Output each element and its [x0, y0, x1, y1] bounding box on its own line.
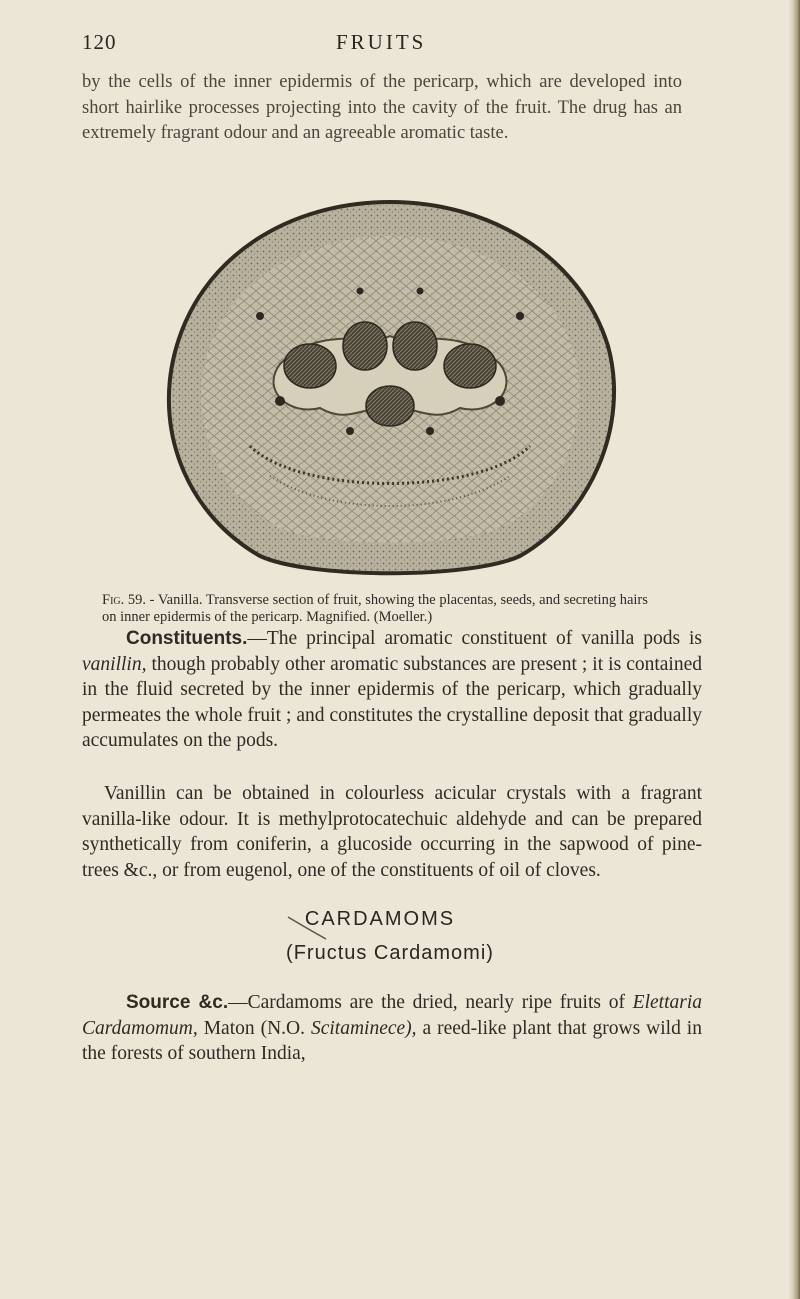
page-number: 120 — [82, 30, 117, 54]
constituents-heading: Constituents. — [126, 628, 248, 649]
vanillin-paragraph: Vanillin can be obtained in colourless acicular crystals with a fragrant vanilla-like odour. It is methylprotocatechuic aldehyde and can be prepared synthetically from coniferin, a glucoside occurring in the sapwood of pine-trees &c., or from eugenol, one of the constituents of oil of cloves. — [82, 783, 702, 881]
section-title: CARDAMOMS — [304, 908, 456, 930]
constituents-text-a: —The principal aromatic constituent of vanilla pods is — [247, 628, 702, 649]
source-text-a: —Cardamoms are the dried, nearly ripe fruits of — [228, 992, 633, 1013]
vanillin-term: vanillin, — [82, 653, 147, 675]
running-head: FRUITS — [336, 30, 427, 54]
vanilla-cross-section-figure — [160, 196, 620, 581]
page-header — [82, 30, 702, 54]
species-name: Elettaria Cardamomum, — [82, 992, 702, 1039]
constituents-paragraph — [82, 626, 702, 754]
page-edge — [788, 0, 800, 1299]
intro-paragraph: by the cells of the inner epidermis of the pericarp, which are developed into short hairlike processes projecting into the cavity of the fruit. The drug has an extremely fragrant odour and an agreeable aromatic taste. — [82, 72, 682, 143]
figure-caption — [102, 592, 650, 626]
constituents-text-b: though probably other aromatic substances are present ; it is contained in the fluid secreted by the inner epidermis of the pericarp, which gradually permeates the whole fruit ; and constitutes the crystalline deposit that gradually accumulates on the pods. — [82, 653, 702, 751]
source-paragraph — [82, 990, 702, 1067]
order-name: Scitaminece), — [310, 1017, 417, 1039]
source-heading: Source &c. — [126, 992, 229, 1013]
source-text-c: a reed-like plant that grows wild in the forests of southern India, — [82, 1017, 702, 1064]
source-text-b: Maton (N.O. — [197, 1017, 311, 1039]
section-subtitle: (Fructus Cardamomi) — [286, 942, 494, 964]
figure-label: Fig. 59. — [102, 592, 146, 608]
figure-caption-text: - Vanilla. Transverse section of fruit, showing the placentas, seeds, and secreting hairs on inner epidermis of the pericarp. Magnified. (Moeller.) — [102, 592, 648, 625]
